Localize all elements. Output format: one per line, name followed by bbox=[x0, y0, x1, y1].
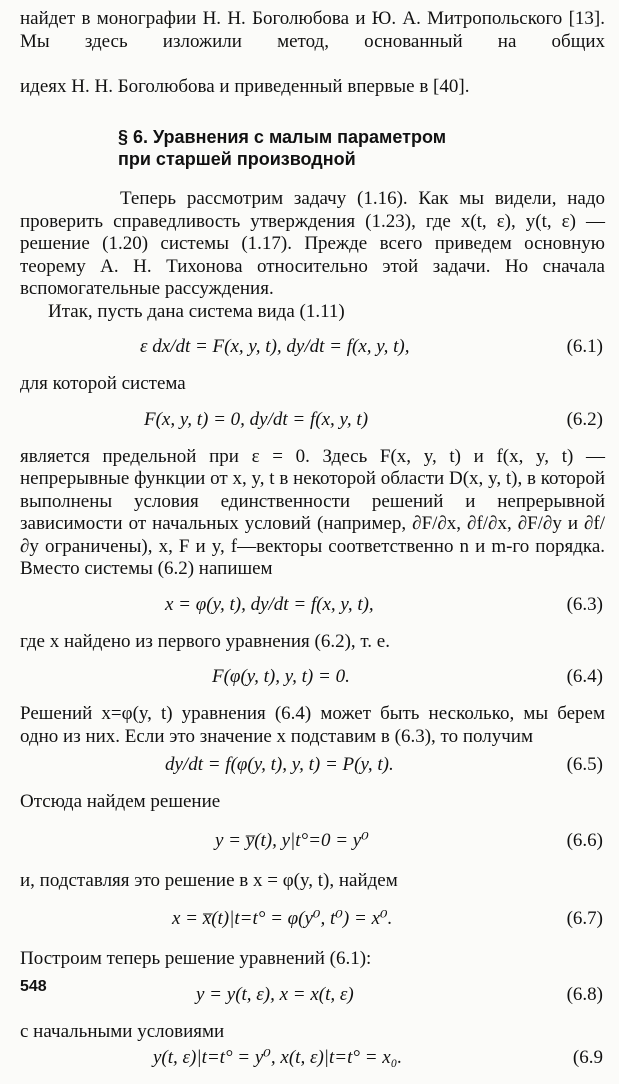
equation-6-8-number: (6.8) bbox=[566, 983, 603, 1005]
paragraph-2: Итак, пусть дана система вида (1.11) bbox=[48, 300, 345, 322]
equation-6-1-number: (6.1) bbox=[566, 336, 603, 357]
equation-6-8 bbox=[20, 984, 605, 1008]
equation-6-7 bbox=[20, 908, 605, 932]
equation-6-2 bbox=[20, 409, 605, 433]
text-d: и, подставляя это решение в x = φ(y, t), найдем bbox=[20, 869, 398, 891]
equation-6-6-formula: y = y̅(t), y|t°=0 = y⁰ bbox=[215, 829, 369, 851]
page bbox=[20, 8, 605, 1084]
equation-6-9 bbox=[20, 1047, 605, 1071]
equation-6-6 bbox=[20, 830, 605, 854]
section-title bbox=[118, 126, 605, 170]
equation-6-6-number: (6.6) bbox=[566, 829, 603, 851]
equation-6-4-number: (6.4) bbox=[566, 666, 603, 687]
paragraph-1: Теперь рассмотрим задачу (1.16). Как мы видели, надо проверить справедливость утверждения (1.23), где x(t, ε), y(t, ε) — решение (1.20) системы (1.17). Прежде всего приведем основную теорему А. Н. Тихонова относительно этой задачи. Но сначала вспомогательные рассуждения. bbox=[20, 188, 605, 299]
paragraph-4: Решений x=φ(y, t) уравнения (6.4) может быть несколько, мы берем одно из них. Если это значение x подставим в (6.3), то получим bbox=[20, 703, 605, 747]
equation-6-5-formula: dy/dt = f(φ(y, t), y, t) = P(y, t). bbox=[165, 754, 394, 775]
equation-6-2-number: (6.2) bbox=[566, 408, 603, 430]
intro-line-2: идеях Н. Н. Боголюбова и приведенный впервые в [40]. bbox=[20, 75, 470, 97]
equation-6-1-formula: ε dx/dt = F(x, y, t), dy/dt = f(x, y, t), bbox=[140, 336, 410, 357]
text-c: Отсюда найдем решение bbox=[20, 791, 221, 812]
intro-line-1: найдет в монографии Н. Н. Боголюбова и Ю. А. Митропольского [13]. Мы здесь изложили метод, основанный на общих bbox=[20, 8, 605, 52]
equation-6-5 bbox=[20, 754, 605, 778]
equation-6-9-number: (6.9 bbox=[572, 1047, 603, 1068]
equation-6-8-formula: y = y(t, ε), x = x(t, ε) bbox=[196, 983, 354, 1005]
equation-6-3-formula: x = φ(y, t), dy/dt = f(x, y, t), bbox=[165, 593, 374, 615]
equation-6-1 bbox=[20, 336, 605, 360]
text-e: Построим теперь решение уравнений (6.1): bbox=[20, 948, 372, 969]
equation-6-3 bbox=[20, 594, 605, 618]
equation-6-3-number: (6.3) bbox=[566, 593, 603, 615]
text-b: где x найдено из первого уравнения (6.2), т. е. bbox=[20, 630, 390, 652]
equation-6-4-formula: F(φ(y, t), y, t) = 0. bbox=[212, 666, 350, 687]
equation-6-7-formula: x = x̅(t)|t=t° = φ(y⁰, t⁰) = x⁰. bbox=[172, 908, 393, 929]
equation-6-9-formula: y(t, ε)|t=t° = y⁰, x(t, ε)|t=t° = x₀. bbox=[153, 1047, 403, 1068]
section-title-line-2: при старшей производной bbox=[118, 149, 356, 169]
paragraph-3: является предельной при ε = 0. Здесь F(x, y, t) и f(x, y, t) — непрерывные функции от x, y, t в некоторой области D(x, y, t), в которой выполнены условия единственности решений и непрерывной зависимости от начальных условий (например, ∂F/∂x, ∂f/∂x, ∂F/∂y и ∂f/∂y ограничены), x, F и y, f—векторы соответственно n и m-го порядка. Вместо системы (6.2) напишем bbox=[20, 445, 605, 579]
page-number: 548 bbox=[20, 978, 47, 995]
text-f: с начальными условиями bbox=[20, 1020, 225, 1042]
text-a: для которой система bbox=[20, 373, 186, 394]
equation-6-5-number: (6.5) bbox=[566, 754, 603, 775]
equation-6-4 bbox=[20, 666, 605, 690]
equation-6-7-number: (6.7) bbox=[566, 908, 603, 929]
section-title-line-1: § 6. Уравнения с малым параметром bbox=[118, 127, 447, 147]
equation-6-2-formula: F(x, y, t) = 0, dy/dt = f(x, y, t) bbox=[144, 408, 369, 430]
